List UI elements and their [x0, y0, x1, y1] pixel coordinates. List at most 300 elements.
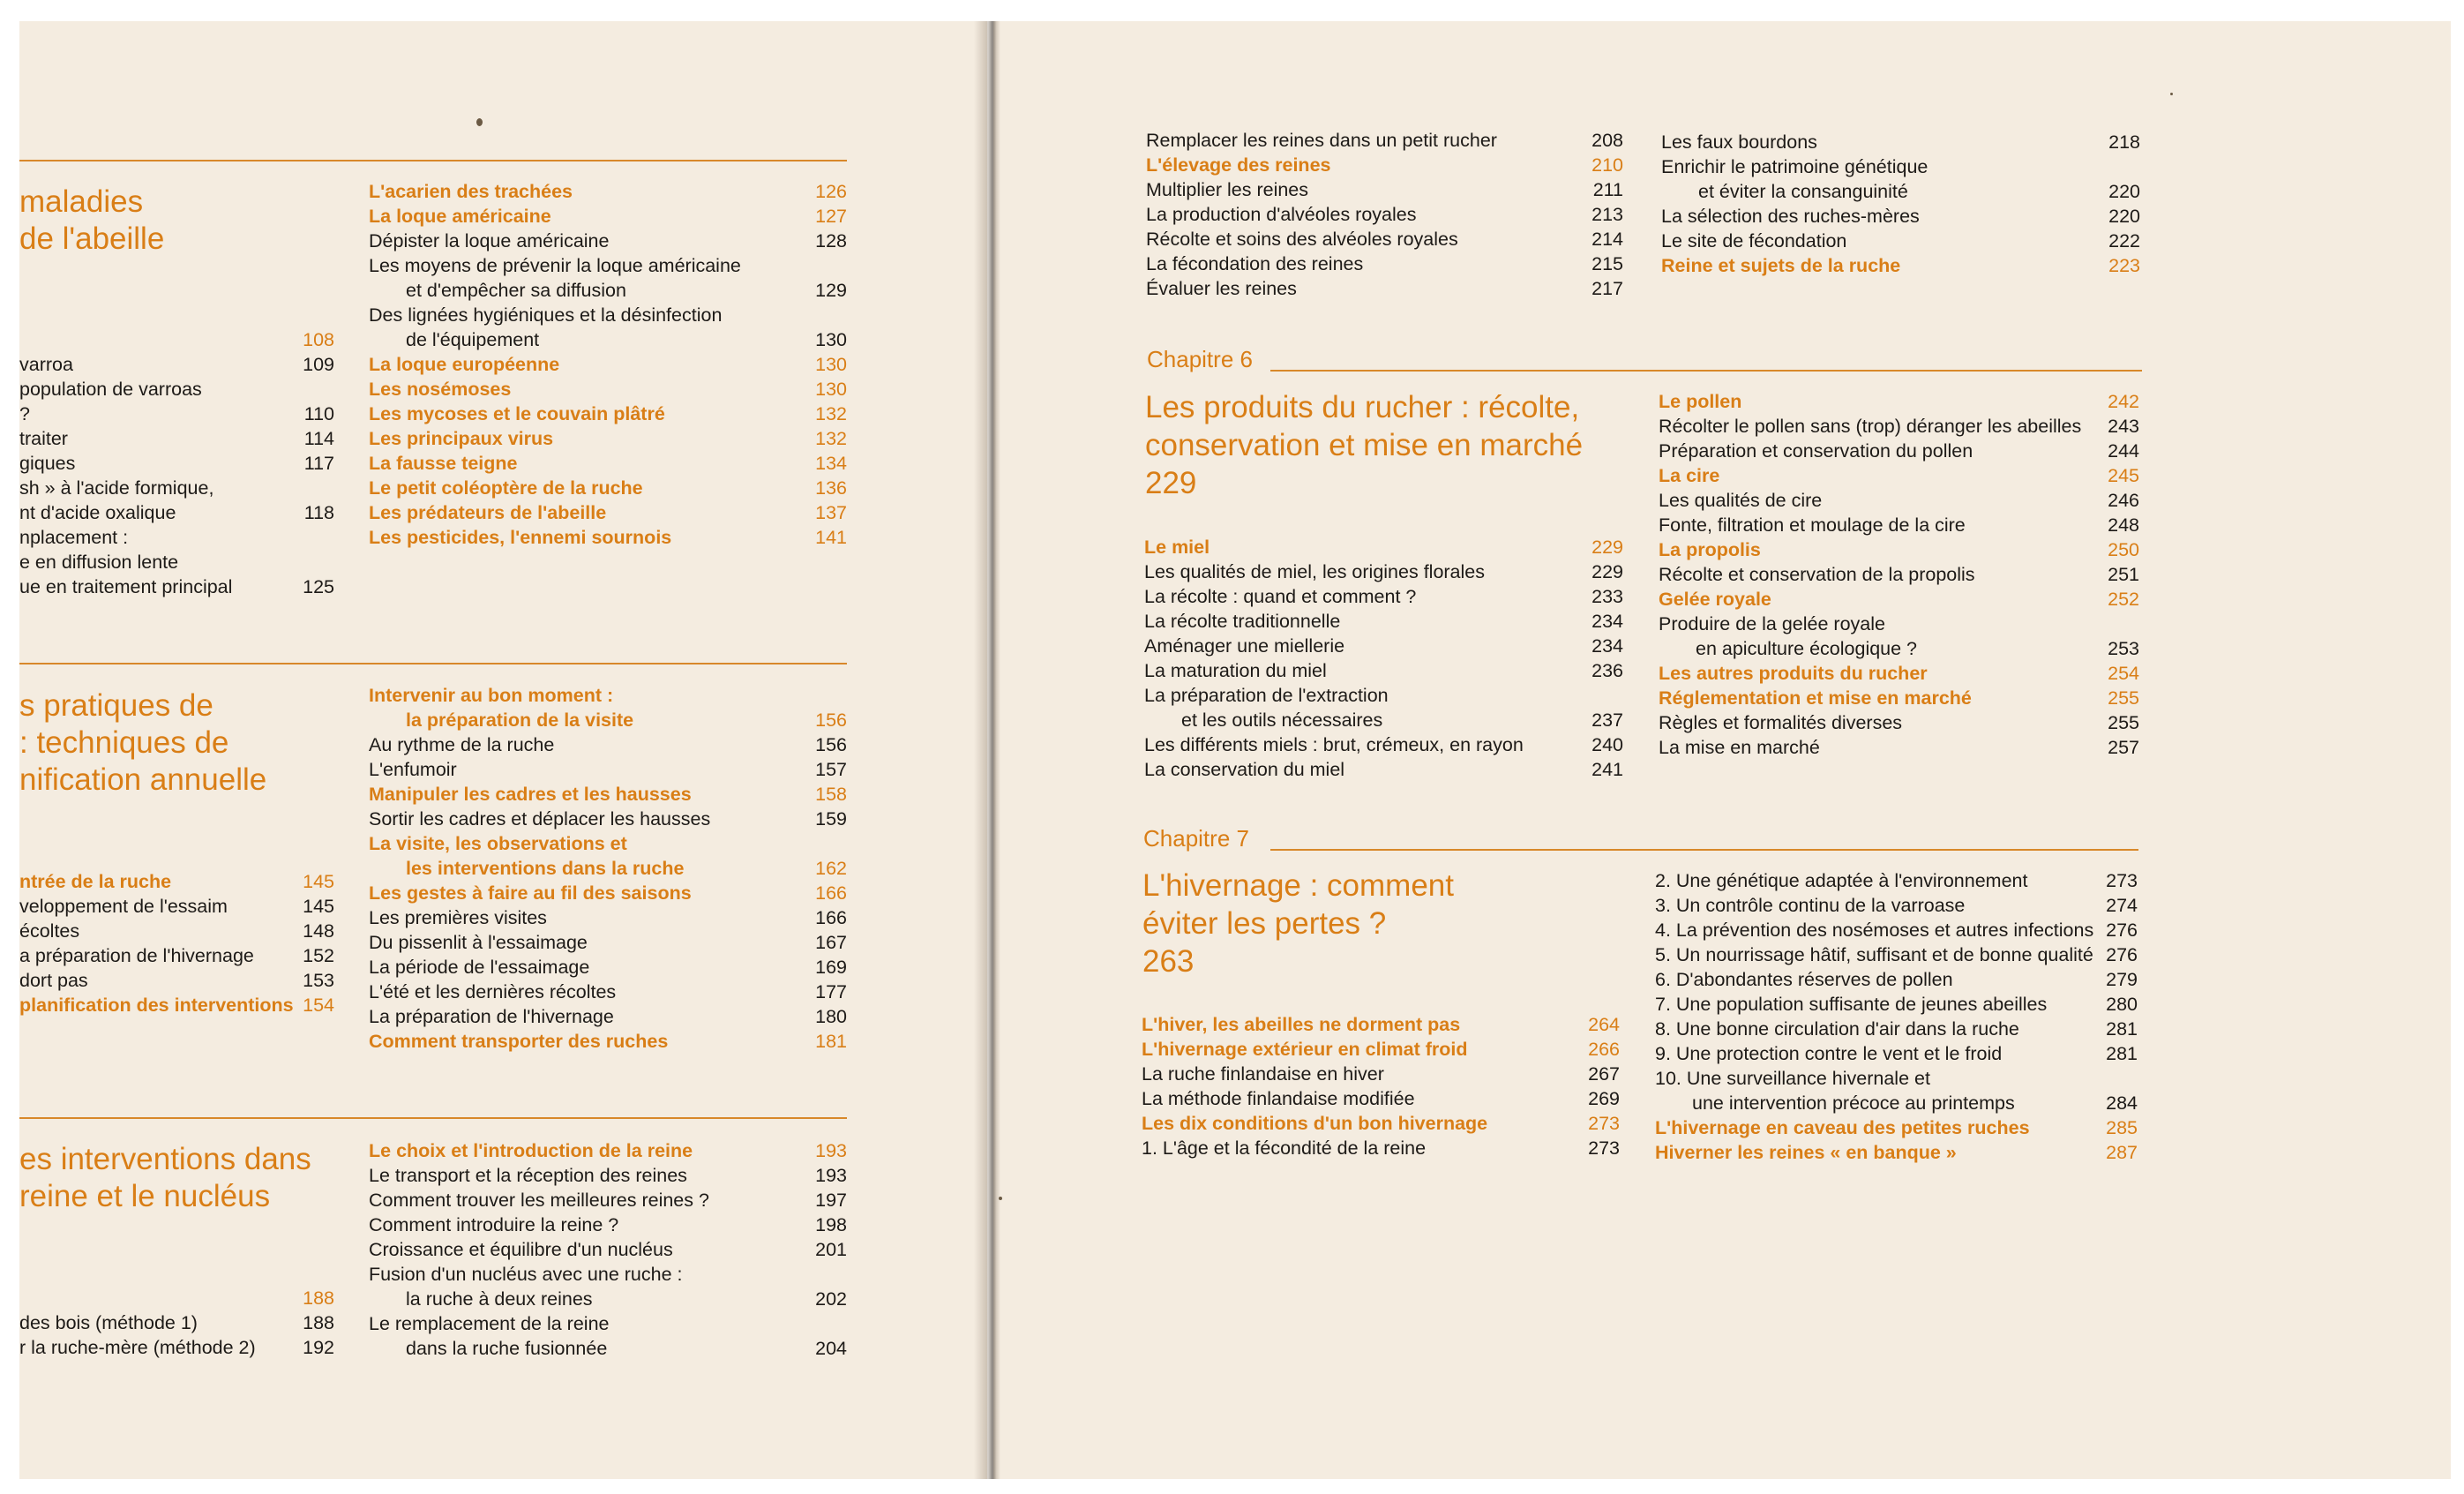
toc-entry-title: Les premières visites — [369, 907, 547, 928]
chapter-title — [1142, 867, 1454, 980]
toc-entry — [369, 352, 847, 377]
toc-entry-page: 137 — [815, 502, 847, 523]
toc-entry-page: 132 — [815, 428, 847, 449]
toc-entry — [19, 426, 334, 451]
toc-entry — [369, 426, 847, 451]
toc-column — [1146, 128, 1623, 301]
toc-entry-page: 287 — [2106, 1142, 2138, 1163]
toc-entry — [1144, 708, 1623, 732]
toc-entry — [1144, 634, 1623, 658]
chapter-title-line: éviter les pertes ? — [1142, 906, 1387, 941]
toc-column — [369, 179, 847, 550]
toc-entry — [1661, 179, 2140, 204]
toc-entry — [369, 278, 847, 303]
toc-entry-page: 253 — [2108, 638, 2139, 659]
toc-entry-page: 266 — [1588, 1039, 1620, 1060]
toc-entry-page: 211 — [1592, 179, 1623, 200]
toc-entry-title: 1. L'âge et la fécondité de la reine — [1142, 1137, 1427, 1159]
toc-entry-title: L'hivernage extérieur en climat froid — [1142, 1039, 1468, 1060]
toc-entry — [19, 550, 334, 574]
toc-entry-page: 126 — [815, 181, 847, 202]
toc-entry-page: 166 — [815, 882, 847, 904]
section-title-line: : techniques de — [19, 725, 229, 760]
toc-entry-title: Les prédateurs de l'abeille — [369, 502, 607, 523]
toc-entry-page: 145 — [303, 871, 334, 892]
toc-entry-page: 169 — [815, 957, 847, 978]
chapter-page-number: 229 — [1145, 466, 1197, 500]
toc-entry-page: 214 — [1591, 229, 1623, 250]
toc-entry-page: 223 — [2108, 255, 2140, 276]
toc-entry — [369, 856, 847, 881]
paper-speck — [2170, 93, 2173, 95]
toc-entry-title: Les mycoses et le couvain plâtré — [369, 403, 665, 424]
toc-entry-page: 156 — [815, 734, 847, 755]
toc-entry-title: Enrichir le patrimoine génétique — [1661, 156, 1929, 177]
chapter-title-line: L'hivernage : comment — [1142, 868, 1454, 903]
toc-entry-page: 215 — [1591, 253, 1623, 274]
toc-entry — [369, 1336, 847, 1361]
toc-entry — [1142, 1037, 1620, 1062]
toc-entry-page: 255 — [2108, 687, 2139, 709]
toc-entry-page: 145 — [303, 896, 334, 917]
toc-entry-page: 158 — [815, 784, 847, 805]
toc-entry-page: 264 — [1588, 1014, 1620, 1035]
toc-entry — [1659, 636, 2139, 661]
toc-entry-title: Remplacer les reines dans un petit rucher — [1146, 130, 1497, 151]
toc-column — [1659, 389, 2139, 760]
toc-entry-page: 109 — [303, 354, 334, 375]
toc-entry-page: 201 — [815, 1239, 847, 1260]
toc-entry-title: La récolte : quand et comment ? — [1144, 586, 1417, 607]
toc-entry-title: la ruche à deux reines — [406, 1288, 593, 1310]
toc-entry-page: 117 — [303, 453, 334, 474]
toc-entry — [1659, 612, 2139, 636]
toc-entry — [19, 894, 334, 919]
toc-entry — [1659, 463, 2139, 488]
toc-entry — [1659, 537, 2139, 562]
toc-entry — [1655, 1017, 2138, 1041]
toc-entry — [1146, 153, 1623, 177]
toc-entry-page: 269 — [1588, 1088, 1620, 1109]
toc-entry-page: 154 — [303, 995, 334, 1016]
toc-entry — [19, 574, 334, 599]
toc-entry-title: r la ruche-mère (méthode 2) — [19, 1337, 256, 1358]
toc-entry-title: 7. Une population suffisante de jeunes abeilles — [1655, 994, 2048, 1015]
toc-entry-title: La production d'alvéoles royales — [1146, 204, 1417, 225]
toc-entry-page: 166 — [815, 907, 847, 928]
toc-entry-title: Les qualités de cire — [1659, 490, 1823, 511]
toc-entry-page: 204 — [815, 1338, 847, 1359]
toc-entry — [19, 919, 334, 943]
toc-entry-page: 127 — [815, 206, 847, 227]
toc-entry-title: L'acarien des trachées — [369, 181, 573, 202]
toc-entry-title: Fonte, filtration et moulage de la cire — [1659, 514, 1966, 536]
toc-entry-title: Les autres produits du rucher — [1659, 663, 1928, 684]
toc-entry-page: 162 — [815, 858, 847, 879]
section-title-line: s pratiques de — [19, 688, 213, 723]
toc-entry-title: Fusion d'un nucléus avec une ruche : — [369, 1264, 683, 1285]
toc-entry — [369, 782, 847, 807]
toc-entry — [1144, 683, 1623, 708]
toc-entry — [1659, 686, 2139, 710]
toc-entry — [1655, 942, 2138, 967]
toc-entry — [1659, 414, 2139, 439]
toc-entry-page: 234 — [1591, 611, 1623, 632]
toc-entry — [369, 476, 847, 500]
toc-entry — [1146, 227, 1623, 252]
toc-entry-page: 148 — [303, 920, 334, 942]
toc-entry-title: 2. Une génétique adaptée à l'environnement — [1655, 870, 2028, 891]
section-title — [19, 687, 266, 799]
toc-entry-title: 3. Un contrôle continu de la varroase — [1655, 895, 1966, 916]
toc-entry — [369, 881, 847, 905]
toc-entry-title: La période de l'essaimage — [369, 957, 590, 978]
toc-entry-title: 4. La prévention des nosémoses et autres infections — [1655, 920, 2094, 941]
toc-entry — [369, 708, 847, 732]
toc-column — [1142, 1012, 1620, 1160]
toc-entry-title: et les outils nécessaires — [1181, 709, 1383, 731]
toc-entry-title: de l'équipement — [406, 329, 540, 350]
toc-entry-page: 198 — [815, 1214, 847, 1235]
toc-entry — [1661, 154, 2140, 179]
toc-entry-title: Intervenir au bon moment : — [369, 685, 614, 706]
toc-entry-title: et éviter la consanguinité — [1698, 181, 1908, 202]
toc-entry-page: 276 — [2106, 920, 2138, 941]
toc-entry-title: 8. Une bonne circulation d'air dans la ruche — [1655, 1018, 2019, 1040]
toc-entry-title: ? — [19, 403, 30, 424]
toc-entry — [19, 476, 334, 500]
toc-column — [1661, 130, 2140, 278]
toc-entry-title: Reine et sujets de la ruche — [1661, 255, 1901, 276]
toc-entry — [19, 1310, 334, 1335]
toc-entry-title: L'été et les dernières récoltes — [369, 981, 617, 1002]
toc-entry-page: 202 — [815, 1288, 847, 1310]
toc-entry — [369, 807, 847, 831]
book-gutter — [974, 21, 1000, 1479]
toc-entry — [19, 1335, 334, 1360]
toc-entry-title: Comment introduire la reine ? — [369, 1214, 619, 1235]
toc-entry — [369, 757, 847, 782]
toc-entry-page: 210 — [1591, 154, 1623, 176]
toc-entry — [1661, 130, 2140, 154]
toc-entry-title: L'enfumoir — [369, 759, 457, 780]
toc-entry-title: La conservation du miel — [1144, 759, 1345, 780]
toc-entry-title: Manipuler les cadres et les hausses — [369, 784, 692, 805]
toc-entry-title: veloppement de l'essaim — [19, 896, 228, 917]
toc-entry — [369, 1262, 847, 1287]
toc-entry — [369, 303, 847, 327]
section-rule — [19, 1117, 847, 1119]
section-title-line: maladies — [19, 184, 144, 219]
toc-entry — [1144, 609, 1623, 634]
toc-entry-page: 141 — [815, 527, 847, 548]
toc-entry-page: 252 — [2108, 589, 2139, 610]
toc-entry-page: 217 — [1591, 278, 1623, 299]
paper-speck — [476, 118, 483, 126]
toc-entry — [369, 1138, 847, 1163]
toc-entry-title: sh » à l'acide formique, — [19, 477, 214, 499]
chapter-title — [1145, 388, 1583, 502]
toc-entry — [1655, 1140, 2138, 1165]
toc-entry-title: Évaluer les reines — [1146, 278, 1297, 299]
toc-entry-page: 153 — [303, 970, 334, 991]
toc-entry-title: La récolte traditionnelle — [1144, 611, 1341, 632]
toc-entry-title: Le pollen — [1659, 391, 1742, 412]
toc-entry — [1661, 253, 2140, 278]
toc-entry — [19, 968, 334, 993]
toc-entry-page: 254 — [2108, 663, 2139, 684]
toc-entry — [19, 500, 334, 525]
toc-entry-page: 188 — [303, 1288, 334, 1309]
toc-entry-title: Le transport et la réception des reines — [369, 1165, 687, 1186]
toc-entry-title: Le remplacement de la reine — [369, 1313, 610, 1334]
toc-entry-page: 197 — [815, 1190, 847, 1211]
toc-entry — [1655, 992, 2138, 1017]
toc-entry-title: Hiverner les reines « en banque » — [1655, 1142, 1957, 1163]
toc-entry — [1144, 535, 1623, 559]
toc-entry-page: 237 — [1591, 709, 1623, 731]
toc-entry-page: 273 — [2106, 870, 2138, 891]
toc-entry — [369, 327, 847, 352]
toc-entry — [369, 1212, 847, 1237]
toc-entry — [1142, 1062, 1620, 1086]
toc-entry-page: 284 — [2106, 1092, 2138, 1114]
toc-entry-title: Préparation et conservation du pollen — [1659, 440, 1973, 462]
toc-entry — [1655, 1041, 2138, 1066]
toc-entry-title: La préparation de l'hivernage — [369, 1006, 614, 1027]
toc-entry — [1144, 658, 1623, 683]
chapter-rule — [1270, 849, 2138, 851]
toc-entry — [1655, 1091, 2138, 1115]
toc-entry — [369, 1163, 847, 1188]
toc-column — [1144, 535, 1623, 782]
toc-entry-page: 130 — [815, 354, 847, 375]
toc-entry — [369, 831, 847, 856]
toc-entry — [1655, 868, 2138, 893]
toc-entry — [19, 327, 334, 352]
toc-entry-title: L'hivernage en caveau des petites ruches — [1655, 1117, 2030, 1138]
toc-entry-title: Le site de fécondation — [1661, 230, 1847, 252]
toc-entry-page: 208 — [1591, 130, 1623, 151]
toc-entry-page: 248 — [2108, 514, 2139, 536]
toc-entry — [19, 943, 334, 968]
toc-entry — [369, 1237, 847, 1262]
toc-entry-title: Sortir les cadres et déplacer les hausses — [369, 808, 711, 830]
toc-entry-page: 108 — [303, 329, 334, 350]
toc-entry — [1661, 229, 2140, 253]
toc-entry — [369, 179, 847, 204]
toc-entry-page: 220 — [2108, 181, 2140, 202]
toc-entry-title: dans la ruche fusionnée — [406, 1338, 608, 1359]
toc-entry-title: Récolte et conservation de la propolis — [1659, 564, 1975, 585]
toc-entry — [1655, 918, 2138, 942]
toc-entry — [1659, 488, 2139, 513]
toc-entry-title: Les différents miels : brut, crémeux, en rayon — [1144, 734, 1524, 755]
toc-entry-page: 250 — [2108, 539, 2139, 560]
toc-entry-title: Les dix conditions d'un bon hivernage — [1142, 1113, 1488, 1134]
toc-entry-page: 255 — [2108, 712, 2139, 733]
toc-entry — [19, 993, 334, 1017]
toc-entry-page: 192 — [303, 1337, 334, 1358]
toc-entry-title: Récolter le pollen sans (trop) déranger les abeilles — [1659, 416, 2082, 437]
toc-entry-title: a préparation de l'hivernage — [19, 945, 254, 966]
toc-entry-title: La loque européenne — [369, 354, 560, 375]
toc-entry — [369, 732, 847, 757]
toc-entry — [19, 525, 334, 550]
toc-entry-title: écoltes — [19, 920, 80, 942]
toc-entry-title: et d'empêcher sa diffusion — [406, 280, 626, 301]
section-title-line: nification annuelle — [19, 762, 267, 797]
toc-entry — [19, 1286, 334, 1310]
toc-entry-title: La fausse teigne — [369, 453, 518, 474]
toc-entry — [1142, 1136, 1620, 1160]
toc-entry-page: 267 — [1588, 1063, 1620, 1085]
toc-entry-title: la préparation de la visite — [406, 709, 634, 731]
toc-entry — [369, 683, 847, 708]
chapter-title-line: conservation et mise en marché — [1145, 428, 1584, 462]
toc-entry-page: 241 — [1591, 759, 1623, 780]
toc-entry-page: 234 — [1591, 635, 1623, 657]
toc-entry-page: 236 — [1591, 660, 1623, 681]
toc-entry-title: Aménager une miellerie — [1144, 635, 1345, 657]
toc-entry — [369, 377, 847, 402]
toc-entry-page: 110 — [303, 403, 334, 424]
toc-entry-title: Le miel — [1144, 537, 1210, 558]
toc-entry — [19, 352, 334, 377]
toc-entry-page: 188 — [303, 1312, 334, 1333]
toc-entry — [1142, 1111, 1620, 1136]
toc-entry-title: Réglementation et mise en marché — [1659, 687, 1972, 709]
toc-entry-title: Les pesticides, l'ennemi sournois — [369, 527, 672, 548]
toc-entry — [1146, 276, 1623, 301]
toc-entry-page: 245 — [2108, 465, 2139, 486]
toc-column — [19, 869, 334, 1017]
toc-entry-page: 128 — [815, 230, 847, 252]
toc-entry-title: Les nosémoses — [369, 379, 512, 400]
toc-entry — [1142, 1012, 1620, 1037]
toc-entry-page: 156 — [815, 709, 847, 731]
toc-entry-page: 244 — [2108, 440, 2139, 462]
toc-entry — [1659, 389, 2139, 414]
toc-entry — [369, 1287, 847, 1311]
chapter-rule — [1270, 370, 2142, 372]
toc-entry — [369, 229, 847, 253]
toc-entry-page: 134 — [815, 453, 847, 474]
toc-entry — [1655, 1066, 2138, 1091]
toc-entry — [369, 402, 847, 426]
toc-entry-title: Croissance et équilibre d'un nucléus — [369, 1239, 673, 1260]
toc-entry — [369, 451, 847, 476]
toc-entry-title: ntrée de la ruche — [19, 871, 172, 892]
toc-entry-title: varroa — [19, 354, 73, 375]
toc-entry-title: La loque américaine — [369, 206, 551, 227]
toc-entry — [1659, 439, 2139, 463]
toc-entry-title: 9. Une protection contre le vent et le froid — [1655, 1043, 2003, 1064]
toc-entry — [1659, 735, 2139, 760]
toc-entry-page: 240 — [1591, 734, 1623, 755]
toc-entry — [369, 930, 847, 955]
toc-entry-title: Les gestes à faire au fil des saisons — [369, 882, 692, 904]
toc-entry — [1146, 252, 1623, 276]
toc-column — [19, 327, 334, 599]
toc-entry-title: L'hiver, les abeilles ne dorment pas — [1142, 1014, 1461, 1035]
toc-entry-title: Le petit coléoptère de la ruche — [369, 477, 643, 499]
toc-entry-page: 181 — [815, 1031, 847, 1052]
section-rule — [19, 663, 847, 664]
section-title — [19, 1141, 311, 1215]
toc-entry-title: La propolis — [1659, 539, 1761, 560]
toc-entry-title: Multiplier les reines — [1146, 179, 1309, 200]
toc-entry-title: des bois (méthode 1) — [19, 1312, 198, 1333]
toc-entry-title: La cire — [1659, 465, 1720, 486]
toc-entry-page: 281 — [2106, 1018, 2138, 1040]
toc-entry-page: 281 — [2106, 1043, 2138, 1064]
toc-entry — [1659, 661, 2139, 686]
toc-entry-title: population de varroas — [19, 379, 202, 400]
toc-entry-page: 213 — [1591, 204, 1623, 225]
toc-entry-title: 5. Un nourrissage hâtif, suffisant et de bonne qualité — [1655, 944, 2093, 965]
toc-entry-title: traiter — [19, 428, 68, 449]
toc-entry-page: 136 — [815, 477, 847, 499]
chapter-page-number: 263 — [1142, 944, 1195, 979]
toc-entry-title: La mise en marché — [1659, 737, 1820, 758]
toc-entry-page: 157 — [815, 759, 847, 780]
toc-entry — [369, 955, 847, 980]
toc-entry-title: Comment trouver les meilleures reines ? — [369, 1190, 709, 1211]
toc-entry-page: 273 — [1588, 1137, 1620, 1159]
toc-entry — [1144, 757, 1623, 782]
toc-entry-title: La maturation du miel — [1144, 660, 1327, 681]
section-title — [19, 184, 164, 258]
toc-entry-page: 180 — [815, 1006, 847, 1027]
toc-entry — [369, 500, 847, 525]
toc-entry-title: La méthode finlandaise modifiée — [1142, 1088, 1415, 1109]
toc-entry-title: e en diffusion lente — [19, 552, 179, 573]
toc-entry-page: 276 — [2106, 944, 2138, 965]
toc-entry-title: les interventions dans la ruche — [406, 858, 685, 879]
toc-entry-page: 279 — [2106, 969, 2138, 990]
toc-entry-title: dort pas — [19, 970, 88, 991]
toc-entry-page: 242 — [2108, 391, 2139, 412]
toc-entry-page: 218 — [2108, 131, 2140, 153]
toc-entry-title: Du pissenlit à l'essaimage — [369, 932, 588, 953]
toc-entry-title: L'élevage des reines — [1146, 154, 1331, 176]
toc-column — [19, 1286, 334, 1360]
toc-entry — [369, 905, 847, 930]
toc-entry-title: Les qualités de miel, les origines florales — [1144, 561, 1486, 582]
toc-entry-title: Au rythme de la ruche — [369, 734, 555, 755]
toc-entry — [1144, 584, 1623, 609]
toc-entry — [369, 980, 847, 1004]
toc-entry-page: 159 — [815, 808, 847, 830]
toc-entry-title: Les moyens de prévenir la loque américaine — [369, 255, 741, 276]
toc-entry — [369, 1188, 847, 1212]
toc-entry-title: Règles et formalités diverses — [1659, 712, 1903, 733]
toc-entry-page: 280 — [2106, 994, 2138, 1015]
toc-entry — [1144, 732, 1623, 757]
section-title-line: reine et le nucléus — [19, 1179, 271, 1213]
toc-entry — [369, 1029, 847, 1054]
toc-entry-title: Le choix et l'introduction de la reine — [369, 1140, 693, 1161]
toc-entry-page: 243 — [2108, 416, 2139, 437]
toc-entry — [369, 1311, 847, 1336]
toc-entry — [1655, 893, 2138, 918]
toc-entry-page: 251 — [2108, 564, 2139, 585]
toc-entry-page: 177 — [815, 981, 847, 1002]
toc-entry — [369, 253, 847, 278]
toc-entry — [1146, 128, 1623, 153]
toc-entry-page: 220 — [2108, 206, 2140, 227]
